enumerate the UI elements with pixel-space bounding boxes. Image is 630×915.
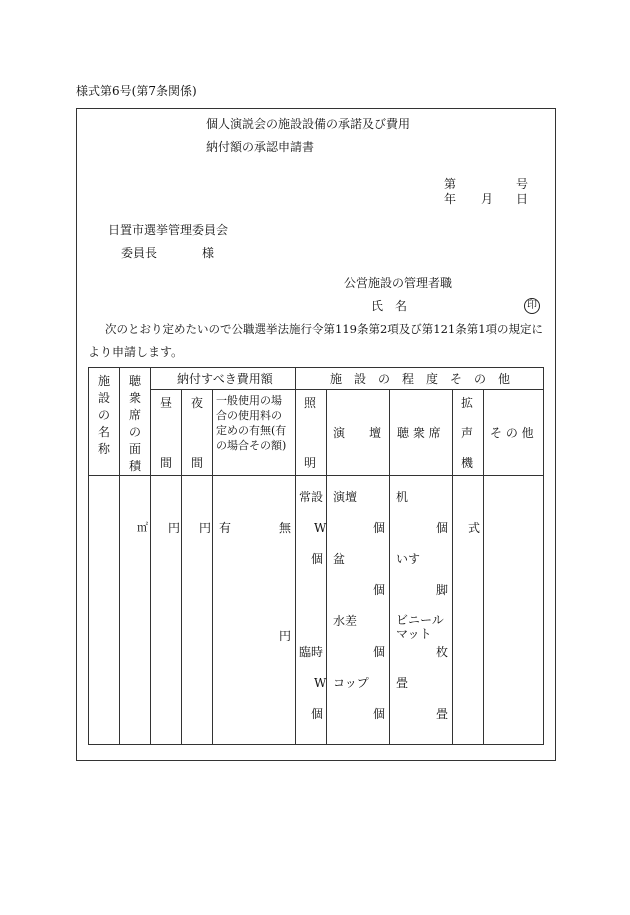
lighting-temporary-watt: W (314, 676, 327, 690)
tatami-label: 畳 (396, 676, 409, 690)
grid-line (88, 475, 544, 476)
date-month: 月 (481, 192, 494, 206)
col-lighting-bottom: 明 (304, 456, 317, 470)
col-seat-area: 聴衆席の面積 (128, 374, 141, 473)
grid-line (150, 367, 151, 745)
group-degree: 施 設 の 程 度 そ の 他 (330, 372, 511, 386)
addressee-honorific: 様 (202, 246, 215, 260)
grid-line (452, 389, 453, 745)
col-speaker-mid: 声 (461, 426, 474, 440)
pot-label: 盆 (333, 552, 346, 566)
applicant-name-label: 氏 名 (371, 299, 408, 313)
chair-label: いす (396, 552, 421, 566)
chair-unit: 脚 (436, 583, 449, 597)
cup-unit: 個 (373, 707, 386, 721)
col-speaker-top: 拡 (461, 396, 474, 410)
speaker-unit: 式 (468, 521, 481, 535)
lighting-temporary-count: 個 (311, 707, 324, 721)
area-unit: ㎡ (137, 521, 148, 534)
water-jug-label: 水差 (333, 614, 358, 628)
lighting-permanent-count: 個 (311, 552, 324, 566)
col-day: 昼 (160, 396, 173, 410)
pot-unit: 個 (373, 583, 386, 597)
grid-line (181, 389, 182, 745)
form-title-line2: 納付額の承認申請書 (206, 140, 315, 154)
body-text-line1: 次のとおり定めたいので公職選挙法施行令第119条第2項及び第121条第1項の規定に (105, 322, 544, 336)
cup-label: コップ (333, 676, 369, 690)
addressee-title: 委員長 (121, 246, 158, 260)
grid-line (326, 389, 327, 745)
addressee-org: 日置市選挙管理委員会 (108, 223, 229, 237)
lighting-permanent-watt: W (314, 521, 327, 535)
tatami-unit: 畳 (436, 707, 449, 721)
general-fee-no: 無 (279, 521, 292, 535)
night-yen: 円 (199, 521, 212, 535)
doc-no-suffix: 号 (516, 177, 529, 191)
col-podium: 演 壇 (333, 426, 382, 440)
desk-unit: 個 (436, 521, 449, 535)
lighting-permanent: 常設 (299, 490, 324, 504)
general-fee-yen: 円 (279, 629, 292, 643)
podium-unit: 個 (373, 521, 386, 535)
col-facility-name: 施設の名称 (97, 374, 110, 456)
day-yen: 円 (168, 521, 181, 535)
date-day: 日 (516, 192, 529, 206)
mat-unit: 枚 (436, 645, 449, 659)
col-other: そ の 他 (490, 426, 534, 440)
grid-line (389, 389, 390, 745)
water-jug-unit: 個 (373, 645, 386, 659)
grid-line (150, 389, 544, 390)
form-title-line1: 個人演説会の施設設備の承諾及び費用 (206, 117, 411, 131)
col-general-fee: 一般使用の場合の使用料の定めの有無(有の場合その額) (216, 394, 287, 452)
general-fee-yes: 有 (219, 521, 232, 535)
seal-mark: 印 (524, 298, 540, 314)
col-lighting-top: 照 (304, 396, 317, 410)
applicant-role: 公営施設の管理者職 (344, 276, 453, 290)
grid-line (212, 389, 213, 745)
col-speaker-bottom: 機 (461, 456, 474, 470)
lighting-temporary: 臨時 (299, 645, 324, 659)
doc-no-prefix: 第 (444, 177, 457, 191)
group-fee: 納付すべき費用額 (177, 372, 273, 386)
podium-label: 演壇 (333, 490, 358, 504)
col-night-sub: 間 (191, 456, 204, 470)
col-night: 夜 (191, 396, 204, 410)
form-number: 様式第6号(第7条関係) (76, 84, 197, 98)
grid-line (119, 367, 120, 745)
grid-line (295, 367, 296, 745)
col-day-sub: 間 (160, 456, 173, 470)
desk-label: 机 (396, 490, 409, 504)
grid-line (483, 389, 484, 745)
date-year: 年 (444, 192, 457, 206)
col-audience: 聴 衆 席 (397, 426, 441, 440)
body-text-line2: より申請します。 (88, 345, 184, 359)
mat-label: ビニール マット (396, 613, 444, 641)
